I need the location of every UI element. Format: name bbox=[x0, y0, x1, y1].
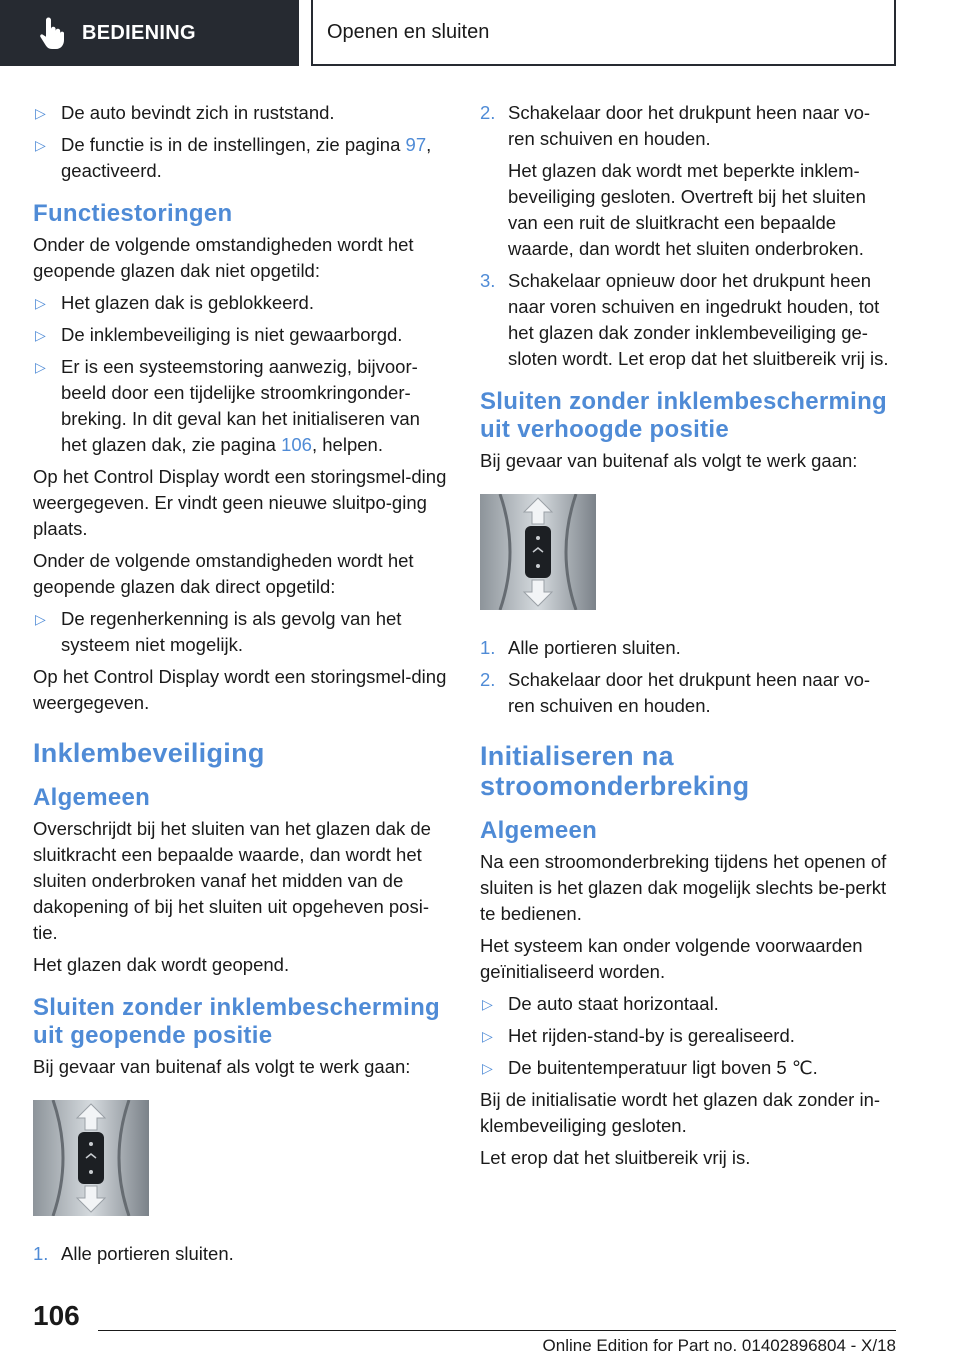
step-text: Schakelaar door het drukpunt heen naar vo-ren schuiven en houden. bbox=[508, 669, 871, 716]
step-text: Alle portieren sluiten. bbox=[61, 1243, 234, 1264]
bullet-triangle-icon: ▷ bbox=[35, 359, 46, 375]
step-text: Schakelaar opnieuw door het drukpunt heen naar voren schuiven en ingedrukt houden, tot het glazen dak zonder inklembeveiliging ge-sloten wordt. Let erop dat het sluitbereik vrij is. bbox=[508, 270, 889, 369]
step-number: 1. bbox=[480, 637, 496, 658]
list-item-text: De auto bevindt zich in ruststand. bbox=[61, 102, 335, 123]
section-heading: Functiestoringen bbox=[33, 200, 233, 227]
paragraph: Op het Control Display wordt een storingsmel-ding weergegeven. bbox=[33, 666, 447, 713]
bullet-triangle-icon: ▷ bbox=[482, 1028, 493, 1044]
step-number: 2. bbox=[480, 669, 496, 690]
step-number: 2. bbox=[480, 102, 496, 123]
numbered-step bbox=[480, 635, 895, 661]
bullet-triangle-icon: ▷ bbox=[35, 295, 46, 311]
bullet-triangle-icon: ▷ bbox=[482, 996, 493, 1012]
numbered-step bbox=[480, 100, 895, 152]
roof-switch-image bbox=[480, 494, 596, 610]
list-item bbox=[480, 1023, 895, 1049]
paragraph: Op het Control Display wordt een storingsmel-ding weergegeven. Er vindt geen nieuwe sluitpo-ging plaats. bbox=[33, 466, 447, 539]
page-link[interactable]: 97 bbox=[405, 134, 427, 155]
hand-pointer-icon bbox=[38, 17, 64, 49]
section-heading: Sluiten zonder inklembescherming uit geopende positie bbox=[33, 994, 441, 1049]
footer-divider bbox=[98, 1330, 896, 1331]
paragraph: Bij gevaar van buitenaf als volgt te werk gaan: bbox=[33, 1056, 411, 1077]
list-item-text: Er is een systeemstoring aanwezig, bijvoor-beeld door een tijdelijke stroomkringonder-breking. In dit geval kan het initialiseren van het glazen dak, zie pagina bbox=[61, 356, 420, 455]
paragraph: Onder de volgende omstandigheden wordt het geopende glazen dak direct opgetild: bbox=[33, 550, 414, 597]
page-link[interactable]: 106 bbox=[281, 434, 312, 455]
paragraph: Het glazen dak wordt geopend. bbox=[33, 954, 290, 975]
paragraph: Bij gevaar van buitenaf als volgt te werk gaan: bbox=[480, 450, 858, 471]
list-item-text: De auto staat horizontaal. bbox=[508, 993, 719, 1014]
list-item-text: De functie is in de instellingen, zie pagina bbox=[61, 134, 406, 155]
chapter-heading: Inklembeveiliging bbox=[33, 738, 265, 768]
list-item-text: , geactiveerd. bbox=[61, 134, 432, 181]
paragraph: Het systeem kan onder volgende voorwaarden geïnitialiseerd worden. bbox=[480, 935, 863, 982]
chapter-heading: Initialiseren na stroomonderbreking bbox=[480, 741, 750, 801]
list-item-text: Het glazen dak is geblokkeerd. bbox=[61, 292, 314, 313]
header-title-box bbox=[311, 0, 896, 66]
left-column bbox=[33, 100, 447, 1273]
paragraph: Bij de initialisatie wordt het glazen dak zonder in-klembeveiliging gesloten. bbox=[480, 1089, 881, 1136]
page-number: 106 bbox=[33, 1300, 80, 1331]
list-item-text: Het rijden-stand-by is gerealiseerd. bbox=[508, 1025, 795, 1046]
paragraph: Let erop dat het sluitbereik vrij is. bbox=[480, 1147, 751, 1168]
section-heading: Sluiten zonder inklembescherming uit verhoogde positie bbox=[480, 388, 888, 443]
section-heading: Algemeen bbox=[33, 784, 151, 811]
section-heading: Algemeen bbox=[480, 817, 598, 844]
paragraph: Onder de volgende omstandigheden wordt het geopende glazen dak niet opgetild: bbox=[33, 234, 414, 281]
list-item-text: , helpen. bbox=[311, 434, 383, 455]
numbered-step bbox=[480, 667, 895, 719]
footer-edition: Online Edition for Part no. 01402896804 - X/18 bbox=[542, 1336, 896, 1355]
list-item-text: De buitentemperatuur ligt boven 5 ℃. bbox=[508, 1057, 818, 1078]
list-item bbox=[480, 991, 895, 1017]
list-item bbox=[33, 354, 447, 458]
list-item bbox=[480, 1055, 895, 1081]
bullet-triangle-icon: ▷ bbox=[482, 1060, 493, 1076]
roof-switch-image bbox=[33, 1100, 149, 1216]
list-item bbox=[33, 322, 447, 348]
bullet-triangle-icon: ▷ bbox=[35, 611, 46, 627]
step-text: Alle portieren sluiten. bbox=[508, 637, 681, 658]
step-number: 3. bbox=[480, 270, 496, 291]
list-item-text: De regenherkenning is als gevolg van het systeem niet mogelijk. bbox=[61, 608, 402, 655]
bullet-triangle-icon: ▷ bbox=[35, 137, 46, 153]
header-section-tab bbox=[0, 0, 299, 66]
step-text: Schakelaar door het drukpunt heen naar vo-ren schuiven en houden. bbox=[508, 102, 871, 149]
bullet-triangle-icon: ▷ bbox=[35, 105, 46, 121]
step-paragraph: Het glazen dak wordt met beperkte inklem-beveiliging gesloten. Overtreft bij het sluiten van een ruit de sluitkracht een bepaalde waarde, dan wordt het sluiten onderbroken. bbox=[508, 160, 866, 259]
paragraph: Overschrijdt bij het sluiten van het glazen dak de sluitkracht een bepaalde waarde, dan wordt het sluiten onderbroken vanaf het midden van de dakopening of bij het sluiten uit opgeheven posi-tie. bbox=[33, 818, 431, 943]
list-item-text: De inklembeveiliging is niet gewaarborgd. bbox=[61, 324, 403, 345]
paragraph: Na een stroomonderbreking tijdens het openen of sluiten is het glazen dak mogelijk slechts be-perkt te bedienen. bbox=[480, 851, 887, 924]
list-item bbox=[33, 100, 447, 126]
list-item bbox=[33, 606, 447, 658]
bullet-triangle-icon: ▷ bbox=[35, 327, 46, 343]
header-section-label: BEDIENING bbox=[82, 21, 196, 44]
right-column bbox=[480, 100, 895, 1177]
numbered-step bbox=[480, 268, 895, 372]
list-item bbox=[33, 132, 447, 184]
numbered-step bbox=[33, 1241, 447, 1267]
page-title: Openen en sluiten bbox=[327, 20, 490, 43]
list-item bbox=[33, 290, 447, 316]
step-number: 1. bbox=[33, 1243, 49, 1264]
